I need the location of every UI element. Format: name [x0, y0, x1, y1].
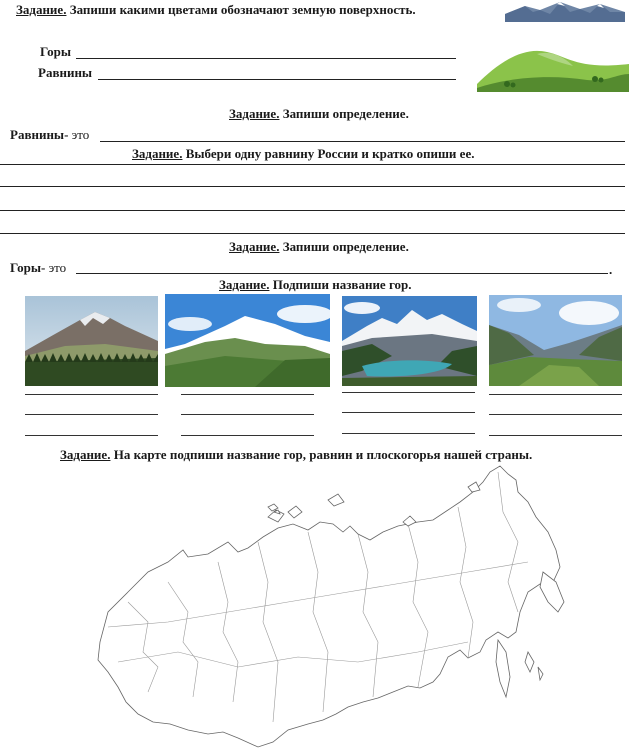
photo3-answer-line-1[interactable] — [342, 392, 475, 393]
photo4-answer-line-2[interactable] — [489, 414, 622, 415]
plains-definition-line[interactable] — [100, 141, 625, 142]
plain-description-line-4[interactable] — [0, 233, 625, 234]
photo4-answer-line-3[interactable] — [489, 435, 622, 436]
photo2-answer-line-3[interactable] — [181, 435, 314, 436]
task6-text: На карте подпиши название гор, равнин и плоскогорья нашей страны. — [110, 447, 533, 462]
task3-text: Выбери одну равнину России и кратко опиши ее. — [182, 146, 475, 161]
task6-keyword: Задание. — [60, 447, 111, 462]
task2-heading — [229, 106, 409, 122]
task2-text: Запиши определение. — [279, 106, 409, 121]
plains-term-suffix: это — [68, 127, 90, 142]
task1-heading — [16, 2, 416, 18]
photo1-answer-line-1[interactable] — [25, 394, 158, 395]
mountains-label: Горы — [40, 44, 72, 59]
photo1-answer-line-2[interactable] — [25, 414, 158, 415]
mountains-term-suffix: это — [45, 260, 67, 275]
task3-keyword: Задание. — [132, 146, 183, 161]
plain-description-line-2[interactable] — [0, 186, 625, 187]
photo4-answer-line-1[interactable] — [489, 394, 622, 395]
photo2-answer-line-1[interactable] — [181, 394, 314, 395]
mountains-answer-line[interactable] — [76, 58, 456, 59]
photo3-answer-line-3[interactable] — [342, 433, 475, 434]
task5-text: Подпиши название гор. — [269, 277, 412, 292]
task4-text: Запиши определение. — [279, 239, 409, 254]
photo2-answer-line-2[interactable] — [181, 414, 314, 415]
task3-heading — [132, 146, 474, 162]
task4-keyword: Задание. — [229, 239, 280, 254]
task4-heading — [229, 239, 409, 255]
mountain-photo-4 — [489, 295, 622, 386]
plains-answer-line[interactable] — [98, 79, 456, 80]
plains-term: Равнины- — [10, 127, 69, 142]
snow-mountain-image — [505, 0, 625, 22]
photo3-answer-line-2[interactable] — [342, 412, 475, 413]
mountain-photo-1 — [25, 296, 158, 386]
task1-keyword: Задание. — [16, 2, 67, 17]
task5-heading — [219, 277, 412, 293]
photo1-answer-line-3[interactable] — [25, 435, 158, 436]
green-hills-image — [477, 44, 629, 92]
task1-text: Запиши какими цветами обозначают земную поверхность. — [66, 2, 416, 17]
mountains-definition-label — [10, 260, 66, 276]
mountains-definition-end-mark: . — [609, 262, 613, 277]
mountain-photo-3 — [342, 296, 477, 386]
task2-keyword: Задание. — [229, 106, 280, 121]
mountains-definition-line[interactable] — [76, 273, 608, 274]
task6-heading — [60, 447, 532, 463]
task5-keyword: Задание. — [219, 277, 270, 292]
plain-description-line-3[interactable] — [0, 210, 625, 211]
russia-outline-map[interactable] — [88, 462, 568, 752]
mountain-photo-2 — [165, 294, 330, 387]
plain-description-line-1[interactable] — [0, 164, 625, 165]
plains-definition-label — [10, 127, 89, 143]
mountains-term: Горы- — [10, 260, 46, 275]
plains-label: Равнины — [38, 65, 93, 80]
